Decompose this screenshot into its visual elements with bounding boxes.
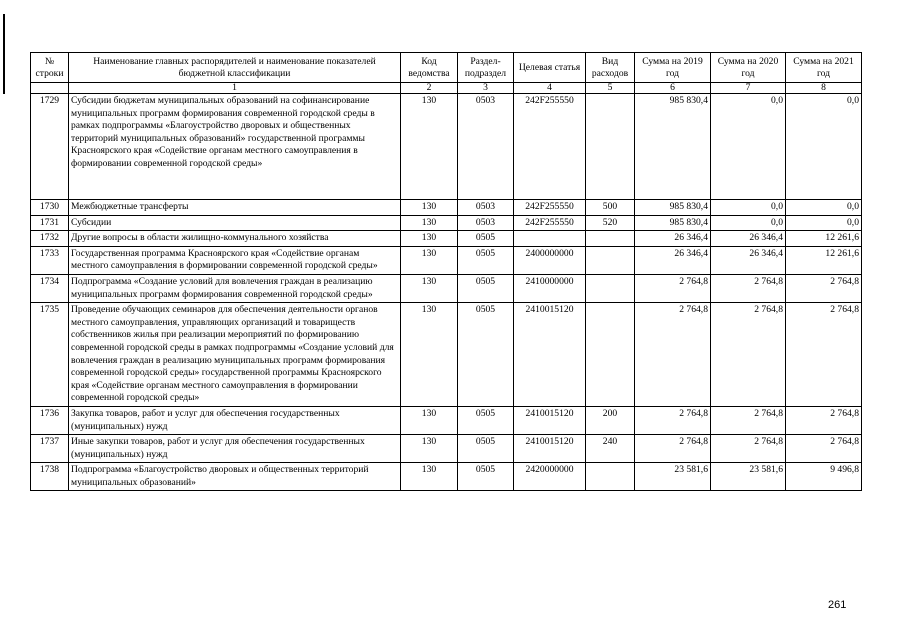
row-section: 0505 — [458, 463, 514, 491]
row-section: 0503 — [458, 215, 514, 231]
column-number: 7 — [711, 83, 786, 94]
row-section: 0503 — [458, 200, 514, 216]
row-sum-2021: 0,0 — [786, 200, 862, 216]
row-name: Иные закупки товаров, работ и услуг для обеспечения государственных (муниципальных) нужд — [69, 435, 401, 463]
header-sum-2021: Сумма на 2021 год — [786, 53, 862, 83]
column-number: 4 — [514, 83, 586, 94]
row-name: Другие вопросы в области жилищно-коммунального хозяйства — [69, 231, 401, 247]
row-sum-2020: 23 581,6 — [711, 463, 786, 491]
header-department-code: Код ведомства — [401, 53, 458, 83]
row-sum-2020: 2 764,8 — [711, 274, 786, 302]
row-number: 1730 — [31, 200, 69, 216]
header-sum-2019: Сумма на 2019 год — [635, 53, 711, 83]
row-section: 0505 — [458, 274, 514, 302]
row-sum-2019: 985 830,4 — [635, 200, 711, 216]
table-row — [31, 231, 862, 247]
row-sum-2019: 2 764,8 — [635, 303, 711, 407]
row-name: Закупка товаров, работ и услуг для обеспечения государственных (муниципальных) нужд — [69, 406, 401, 434]
row-expense-type: 200 — [586, 406, 635, 434]
row-department-code: 130 — [401, 246, 458, 274]
row-number: 1736 — [31, 406, 69, 434]
row-department-code: 130 — [401, 231, 458, 247]
table-row — [31, 94, 862, 200]
row-sum-2019: 985 830,4 — [635, 215, 711, 231]
row-department-code: 130 — [401, 303, 458, 407]
row-department-code: 130 — [401, 435, 458, 463]
row-target-article: 2410015120 — [514, 303, 586, 407]
column-number: 3 — [458, 83, 514, 94]
row-number: 1732 — [31, 231, 69, 247]
row-number: 1731 — [31, 215, 69, 231]
row-target-article: 242F255550 — [514, 94, 586, 200]
row-target-article: 242F255550 — [514, 200, 586, 216]
row-expense-type — [586, 463, 635, 491]
row-section: 0505 — [458, 303, 514, 407]
header-sum-2020: Сумма на 2020 год — [711, 53, 786, 83]
row-department-code: 130 — [401, 406, 458, 434]
row-name: Межбюджетные трансферты — [69, 200, 401, 216]
row-section: 0503 — [458, 94, 514, 200]
row-section: 0505 — [458, 406, 514, 434]
row-name: Государственная программа Красноярского края «Содействие органам местного самоуправления в формировании современной городской среды» — [69, 246, 401, 274]
column-number: 1 — [69, 83, 401, 94]
row-section: 0505 — [458, 246, 514, 274]
row-department-code: 130 — [401, 274, 458, 302]
header-row — [31, 53, 862, 83]
row-department-code: 130 — [401, 463, 458, 491]
row-expense-type: 240 — [586, 435, 635, 463]
row-expense-type — [586, 303, 635, 407]
header-row-number: № строки — [31, 53, 69, 83]
column-number — [31, 83, 69, 94]
row-sum-2019: 26 346,4 — [635, 246, 711, 274]
row-sum-2021: 2 764,8 — [786, 303, 862, 407]
row-sum-2021: 2 764,8 — [786, 406, 862, 434]
table-row — [31, 215, 862, 231]
row-sum-2021: 12 261,6 — [786, 246, 862, 274]
column-number: 2 — [401, 83, 458, 94]
table-row — [31, 406, 862, 434]
row-section: 0505 — [458, 435, 514, 463]
row-target-article: 2410015120 — [514, 435, 586, 463]
row-department-code: 130 — [401, 200, 458, 216]
row-sum-2019: 23 581,6 — [635, 463, 711, 491]
column-number: 8 — [786, 83, 862, 94]
row-sum-2020: 2 764,8 — [711, 303, 786, 407]
column-number: 5 — [586, 83, 635, 94]
row-target-article: 2410015120 — [514, 406, 586, 434]
row-sum-2020: 26 346,4 — [711, 246, 786, 274]
row-department-code: 130 — [401, 94, 458, 200]
row-number: 1738 — [31, 463, 69, 491]
row-number: 1729 — [31, 94, 69, 200]
table-row — [31, 274, 862, 302]
row-target-article: 2420000000 — [514, 463, 586, 491]
row-target-article: 242F255550 — [514, 215, 586, 231]
row-name: Подпрограмма «Создание условий для вовлечения граждан в реализацию муниципальных программ формирования современной городской среды» — [69, 274, 401, 302]
page-number: 261 — [828, 599, 847, 611]
row-sum-2021: 2 764,8 — [786, 435, 862, 463]
row-sum-2020: 0,0 — [711, 215, 786, 231]
row-sum-2019: 985 830,4 — [635, 94, 711, 200]
budget-table — [30, 52, 862, 491]
row-target-article — [514, 231, 586, 247]
table-row — [31, 200, 862, 216]
header-name: Наименование главных распорядителей и наименование показателей бюджетной классификации — [69, 53, 401, 83]
column-number: 6 — [635, 83, 711, 94]
row-name: Проведение обучающих семинаров для обеспечения деятельности органов местного самоуправления, управляющих организаций и товариществ собственников жилья при реализации мероприятий по формированию современной городской среды в рамках подпрограммы «Создание условий для вовлечения граждан в реализацию муниципальных программ формирования современной городской среды» государственной программы Красноярского края «Содействие органам местного самоуправления в формировании современной городской среды» — [69, 303, 401, 407]
row-sum-2021: 12 261,6 — [786, 231, 862, 247]
row-sum-2020: 2 764,8 — [711, 435, 786, 463]
row-sum-2020: 0,0 — [711, 94, 786, 200]
column-number-row — [31, 83, 862, 94]
row-number: 1737 — [31, 435, 69, 463]
row-sum-2020: 0,0 — [711, 200, 786, 216]
row-expense-type: 500 — [586, 200, 635, 216]
row-number: 1733 — [31, 246, 69, 274]
header-expense-type: Вид расходов — [586, 53, 635, 83]
header-target-article: Целевая статья — [514, 53, 586, 83]
row-sum-2020: 2 764,8 — [711, 406, 786, 434]
table-row — [31, 435, 862, 463]
row-target-article: 2410000000 — [514, 274, 586, 302]
row-sum-2020: 26 346,4 — [711, 231, 786, 247]
row-name: Субсидии — [69, 215, 401, 231]
row-expense-type — [586, 246, 635, 274]
table-row — [31, 246, 862, 274]
row-sum-2019: 2 764,8 — [635, 406, 711, 434]
table-row — [31, 463, 862, 491]
header-section: Раздел-подраздел — [458, 53, 514, 83]
row-name: Субсидии бюджетам муниципальных образований на софинансирование муниципальных программ формирования современной городской среды в рамках подпрограммы «Благоустройство дворовых и общественных территорий муниципальных образований» государственной программы Красноярского края «Содействие органам местного самоуправления в формировании современной городской среды» — [69, 94, 401, 200]
table-row — [31, 303, 862, 407]
row-section: 0505 — [458, 231, 514, 247]
row-target-article: 2400000000 — [514, 246, 586, 274]
row-sum-2021: 0,0 — [786, 94, 862, 200]
row-expense-type — [586, 231, 635, 247]
row-expense-type: 520 — [586, 215, 635, 231]
row-sum-2021: 9 496,8 — [786, 463, 862, 491]
row-expense-type — [586, 274, 635, 302]
row-sum-2019: 2 764,8 — [635, 435, 711, 463]
row-name: Подпрограмма «Благоустройство дворовых и общественных территорий муниципальных образований» — [69, 463, 401, 491]
row-expense-type — [586, 94, 635, 200]
row-number: 1735 — [31, 303, 69, 407]
row-sum-2019: 2 764,8 — [635, 274, 711, 302]
page-edge-rule — [3, 14, 5, 94]
row-number: 1734 — [31, 274, 69, 302]
row-department-code: 130 — [401, 215, 458, 231]
row-sum-2021: 0,0 — [786, 215, 862, 231]
row-sum-2019: 26 346,4 — [635, 231, 711, 247]
row-sum-2021: 2 764,8 — [786, 274, 862, 302]
